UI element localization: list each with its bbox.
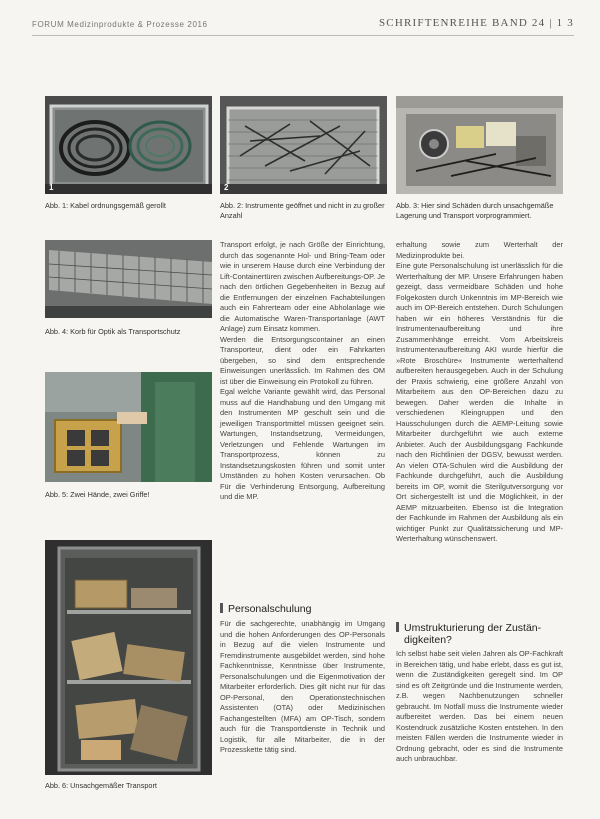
figure-4-photo: [45, 240, 212, 318]
figure-3-photo: [396, 96, 563, 194]
figure-1-number: 1: [49, 183, 54, 192]
heading-text-line-2: digkeiten?: [404, 634, 452, 646]
paragraph: Transport erfolgt, je nach Größe der Einrichtung, durch das sogenannte Hol- und Bring-Team oder wie in unserem Hause durch eine Verbindung der Lift-Containertüren zwischen Aufbereitungs-OP. Je nach den örtlichen Gegebenheiten in Bezug auf die Entfernungen der einzelnen Fachabteilungen auch ein Fahrerteam oder eine Abholanlage wie die Automatische Waren-Transportanlage (AWT Anlage) zum Einsatz kommen.: [220, 240, 386, 333]
paragraph: Werden die Entsorgungscontainer an einen Transporteur, dient oder ein Fahrkarten übergeben, so sind dem entsprechende Einweisungen unerlässlich. Im Rahmen des OM ist über die Einweisung ein Protokoll zu führen.: [220, 334, 385, 386]
paragraph: Egal welche Variante gewählt wird, das Personal muss auf die Handhabung und den Umgang mit den Instrumenten MP geschult sein und die jeweiligen Transportmittel müssen geeignet sein. Wartungen, Instandsetzung, Vermeidungen, Verletzungen und Fehlende Wartungen im Transportprozess, können zu Instandsetzungskosten führen und somit unter Umständen zu hohen Kosten verursachen. Ob Für die Verhinderung Entsorgung, Aufbereitung und die MP.: [220, 387, 385, 501]
figure-5-caption: Abb. 5: Zwei Hände, zwei Griffe!: [45, 490, 150, 499]
series-volume: SCHRIFTENREIHE BAND 24 | 1 3: [378, 17, 574, 29]
heading-umstrukturierung: [396, 622, 563, 646]
figure-2-number: 2: [224, 183, 229, 192]
heading-marker: [220, 603, 223, 613]
heading-personalschulung: [220, 603, 385, 615]
figure-1-caption: Abb. 1: Kabel ordnungsgemäß gerollt: [45, 201, 166, 210]
heading-marker: [396, 622, 399, 632]
right-column-top: [396, 240, 563, 545]
right-column-bottom: [396, 649, 563, 765]
figure-3-caption: Abb. 3: Hier sind Schäden durch unsachgemäße Lagerung und Transport vorprogrammiert.: [396, 201, 554, 220]
middle-column-top: [220, 240, 385, 503]
paragraph: Für die sachgerechte, unabhängig im Umgang und die hohen Anforderungen des OP-Personals in Bezug auf die vielen Instrumente und Fremdinstrumente ausgebildet werden, sind hohe Fachkenntnisse, Kenntnisse über Instrumente, Personalschulungen und die Eigenmotivation der Mitarbeiter erforderlich. Dies gilt nicht nur für das OP-Personal, den Operationstechnischen Assistenten (OTA) oder Medizinischen Fachangestellten (MFA) am OP-Tisch, sondern auch für die Transportdienste in Technik und Logistik, für alle Mitarbeiter, die in der Prozesskette tätig sind.: [220, 619, 385, 754]
figure-2-photo: [220, 96, 387, 194]
figure-2-caption: Abb. 2: Instrumente geöffnet und nicht in zu großer Anzahl: [220, 201, 385, 220]
paragraph: erhaltung sowie zum Werterhalt der Medizinprodukte bei.: [396, 240, 563, 260]
heading-text-line-1: Umstrukturierung der Zustän-: [404, 622, 542, 634]
middle-column-bottom: [220, 619, 385, 756]
heading-text: Personalschulung: [228, 603, 312, 615]
paragraph: Eine gute Personalschulung ist unerlässlich für die Werterhaltung der MP. Unsere Erfahrungen haben gezeigt, dass vermeidbare Schäden und hohe Folgekosten durch Unkenntnis im MP-Bereich wie auch im OP-Bereich entstehen. Durch Schulungen haben wir ein höheres Verständnis für die Instrumentenaufbereitung und ihre Zusammenhänge erreicht. Vom Arbeitskreis Instrumentenaufbereitung AKI wurde hierfür die »Rote Broschüre« Instrumente werterhaltend aufbereiten herausgegeben. Auch in der Schulung der Praxis schwierig, eine größere Anzahl von Mitarbeitern aus den OP-Bereichen dazu zu bewegen. Daher werden die Inhalte in verschiedenen Kleingruppen und den Hausschulungen durch die AEMP-Leitung sowie Mitarbeiter durchgeführt wie auch externe Anbieter. Auch der Ausbildungsgang Fachkunde nach den Richtlinien der DGSV, bewusst werden. An vielen OTA-Schulen wird die Ausbildung der Fachkunde durchgeführt, auch die Ausbildung bereits im OP, womit die Sterilgutversorgung vor Ort sichergestellt ist und die Möglichkeit, in der AEMP mitzuarbeiten. Ebenso ist die Integration der Fachkunde im Rahmen der Ausbildung als ein wichtiger Punkt zur Qualitätssicherung und MP-Werterhaltung wünschenswert.: [396, 261, 563, 543]
figure-5-photo: [45, 372, 212, 482]
figure-6-caption: Abb. 6: Unsachgemäßer Transport: [45, 781, 157, 790]
figure-6-photo: [45, 540, 212, 775]
figure-4-caption: Abb. 4: Korb für Optik als Transportschutz: [45, 327, 181, 336]
journal-title: FORUM Medizinprodukte & Prozesse 2016: [32, 20, 208, 29]
paragraph: Ich selbst habe seit vielen Jahren als OP-Fachkraft in Bereichen tätig, und habe erlebt, dass es gut ist, wenn die Zuständigkeiten geregelt sind. Im OP sind es oft Zeitgründe und die Instrumente werden, z.B. wegen Nachbenutzungen schneller gebraucht. Im Notfall muss die Instrumente wieder aufbereitet werden. Das bei einem neuen Kostendruck zusätzliche Kosten entstehen. In den meisten Fällen werden die Instrumente wieder in Ordnung gebracht, oder es sind die Instrumente auch unbrauchbar.: [396, 649, 563, 763]
figure-1-photo: [45, 96, 212, 194]
header-rule: [32, 35, 574, 36]
